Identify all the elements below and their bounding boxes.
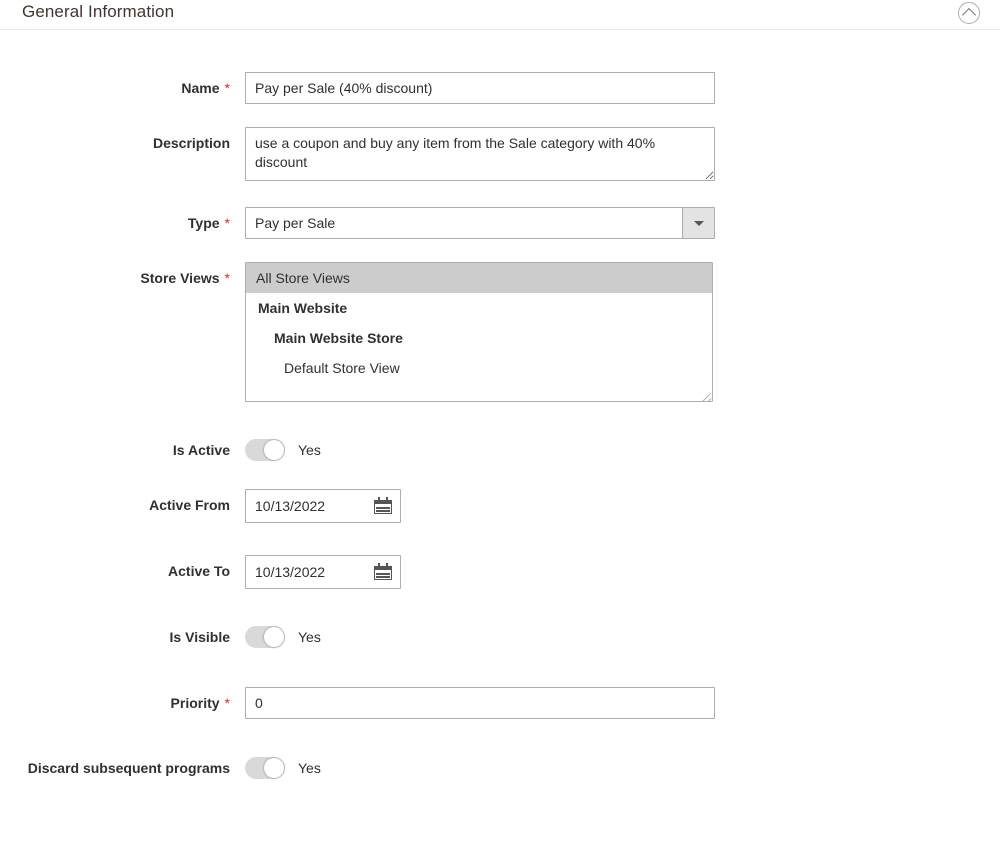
label-discard-subsequent-text: Discard subsequent programs	[27, 760, 230, 776]
field-row-description	[0, 127, 1000, 184]
toggle-knob	[264, 758, 284, 778]
is-active-toggle-row	[245, 434, 1000, 466]
discard-subsequent-toggle-row	[245, 752, 1000, 784]
label-name-text: Name	[181, 80, 220, 96]
label-name	[0, 72, 245, 104]
required-marker-store-views: *	[224, 270, 230, 286]
label-type	[0, 207, 245, 239]
active-to-date-wrapper	[245, 555, 401, 589]
resize-handle-icon[interactable]	[700, 389, 712, 401]
label-store-views-text: Store Views	[140, 270, 220, 286]
label-type-text: Type	[187, 215, 220, 231]
description-textarea[interactable]	[245, 127, 715, 181]
control-discard-subsequent	[245, 752, 1000, 784]
calendar-icon[interactable]	[374, 563, 392, 580]
field-row-store-views	[0, 262, 1000, 402]
control-active-from	[245, 489, 1000, 523]
label-store-views	[0, 262, 245, 294]
type-select[interactable]	[245, 207, 715, 239]
label-is-active-text: Is Active	[172, 442, 230, 458]
label-priority-text: Priority	[170, 695, 220, 711]
field-row-discard-subsequent	[0, 752, 1000, 784]
list-item[interactable]: Main Website Store	[274, 330, 403, 346]
label-is-visible-text: Is Visible	[169, 629, 230, 645]
discard-subsequent-state-label: Yes	[298, 760, 321, 776]
active-from-date-wrapper	[245, 489, 401, 523]
is-visible-state-label: Yes	[298, 629, 321, 645]
label-description-text: Description	[152, 135, 230, 151]
chevron-up-glyph	[962, 8, 976, 22]
is-visible-toggle-row	[245, 621, 1000, 653]
chevron-up-circle-icon[interactable]	[958, 2, 980, 24]
list-item[interactable]: All Store Views	[246, 263, 712, 293]
toggle-knob	[264, 627, 284, 647]
control-store-views	[245, 262, 1000, 402]
control-name	[245, 72, 1000, 104]
is-visible-toggle[interactable]	[245, 626, 285, 648]
priority-input[interactable]	[245, 687, 715, 719]
section-header	[0, 0, 1000, 30]
label-is-active	[0, 434, 245, 466]
control-is-visible	[245, 621, 1000, 653]
is-active-state-label: Yes	[298, 442, 321, 458]
list-item[interactable]: Default Store View	[284, 360, 400, 376]
label-description	[0, 127, 245, 159]
label-priority	[0, 687, 245, 719]
label-active-from	[0, 489, 245, 521]
label-discard-subsequent	[0, 752, 245, 784]
field-row-priority	[0, 687, 1000, 719]
field-row-name	[0, 72, 1000, 104]
label-active-to	[0, 555, 245, 587]
field-row-active-from	[0, 489, 1000, 523]
type-select-wrapper	[245, 207, 715, 239]
is-active-toggle[interactable]	[245, 439, 285, 461]
field-row-is-active	[0, 434, 1000, 466]
discard-subsequent-toggle[interactable]	[245, 757, 285, 779]
control-description	[245, 127, 1000, 184]
calendar-icon[interactable]	[374, 497, 392, 514]
label-is-visible	[0, 621, 245, 653]
general-information-form	[0, 30, 1000, 784]
label-active-to-text: Active To	[168, 563, 230, 579]
field-row-is-visible	[0, 621, 1000, 653]
field-row-active-to	[0, 555, 1000, 589]
list-item[interactable]: Main Website	[258, 300, 348, 316]
toggle-knob	[264, 440, 284, 460]
required-marker-name: *	[224, 80, 230, 96]
control-is-active	[245, 434, 1000, 466]
required-marker-priority: *	[224, 695, 230, 711]
control-type	[245, 207, 1000, 239]
control-priority	[245, 687, 1000, 719]
bottom-spacer	[0, 859, 1000, 865]
page-title: General Information	[22, 2, 175, 21]
store-views-multiselect[interactable]	[245, 262, 713, 402]
control-active-to	[245, 555, 1000, 589]
name-input[interactable]	[245, 72, 715, 104]
required-marker-type: *	[224, 215, 230, 231]
field-row-type	[0, 207, 1000, 239]
label-active-from-text: Active From	[149, 497, 230, 513]
